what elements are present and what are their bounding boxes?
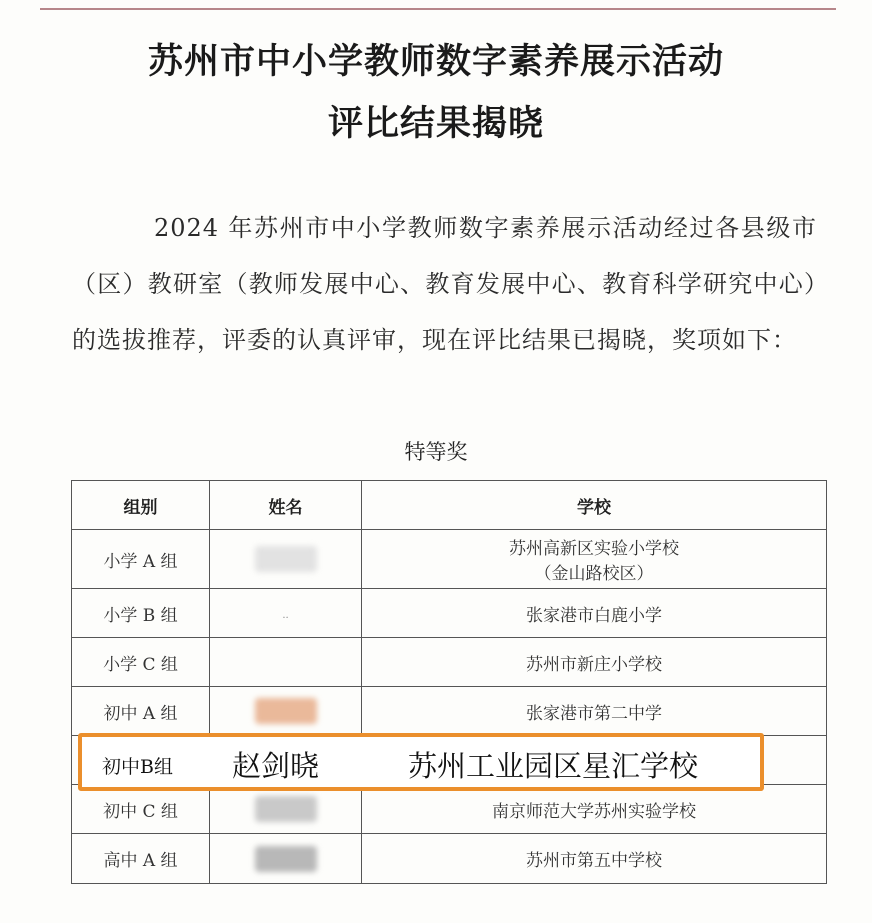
table-header-row — [72, 481, 827, 530]
highlight-box — [78, 733, 764, 791]
row-name-redacted — [210, 785, 362, 834]
row-group: 初中 A 组 — [72, 687, 210, 736]
row-school: 苏州市新庄小学校 — [362, 638, 827, 687]
highlight-name: 赵剑晓 — [232, 749, 320, 783]
row-school: 张家港市白鹿小学 — [362, 589, 827, 638]
row-group: 小学 C 组 — [72, 638, 210, 687]
row-group: 小学 B 组 — [72, 589, 210, 638]
highlight-school: 苏州工业园区星汇学校 — [408, 749, 699, 783]
award-title: 特等奖 — [404, 440, 468, 464]
row-school: 张家港市第二中学 — [362, 687, 827, 736]
row-school — [362, 530, 827, 589]
row-name-redacted — [210, 687, 362, 736]
page-title: 苏州市中小学教师数字素养展示活动 — [147, 42, 724, 82]
row-name-redacted — [210, 589, 362, 638]
row-name-redacted — [210, 638, 362, 687]
table-row — [72, 638, 827, 687]
redaction-dots: .. — [282, 610, 289, 621]
row-school: 苏州市第五中学校 — [362, 834, 827, 884]
row-group: 初中 C 组 — [72, 785, 210, 834]
row-name-redacted — [210, 834, 362, 884]
header-school: 学校 — [362, 481, 827, 530]
row-name-redacted — [210, 530, 362, 589]
header-name: 姓名 — [210, 481, 362, 530]
redaction-blur — [255, 846, 317, 872]
table-row — [72, 834, 827, 884]
redaction-blur — [255, 698, 317, 724]
row-group: 小学 A 组 — [72, 530, 210, 589]
redaction-blur — [255, 796, 317, 822]
row-group: 高中 A 组 — [72, 834, 210, 884]
header-group: 组别 — [72, 481, 210, 530]
page-subtitle: 评比结果揭晓 — [327, 104, 544, 144]
table-row — [72, 530, 827, 589]
table-row — [72, 589, 827, 638]
table-row — [72, 687, 827, 736]
school-line1: 苏州高新区实验小学校 — [509, 539, 679, 559]
awards-table — [71, 480, 827, 884]
row-school: 南京师范大学苏州实验学校 — [362, 785, 827, 834]
redaction-blur — [255, 546, 317, 572]
top-divider — [40, 8, 836, 10]
highlight-group: 初中B组 — [102, 756, 173, 778]
table-row — [72, 785, 827, 834]
school-line2: （金山路校区） — [534, 564, 654, 584]
intro-paragraph: 2024 年苏州市中小学教师数字素养展示活动经过各县级市（区）教研室（教师发展中心、教育发展中心、教育科学研究中心）的选拔推荐，评委的认真评审，现在评比结果已揭晓，奖项如下： — [72, 214, 817, 354]
